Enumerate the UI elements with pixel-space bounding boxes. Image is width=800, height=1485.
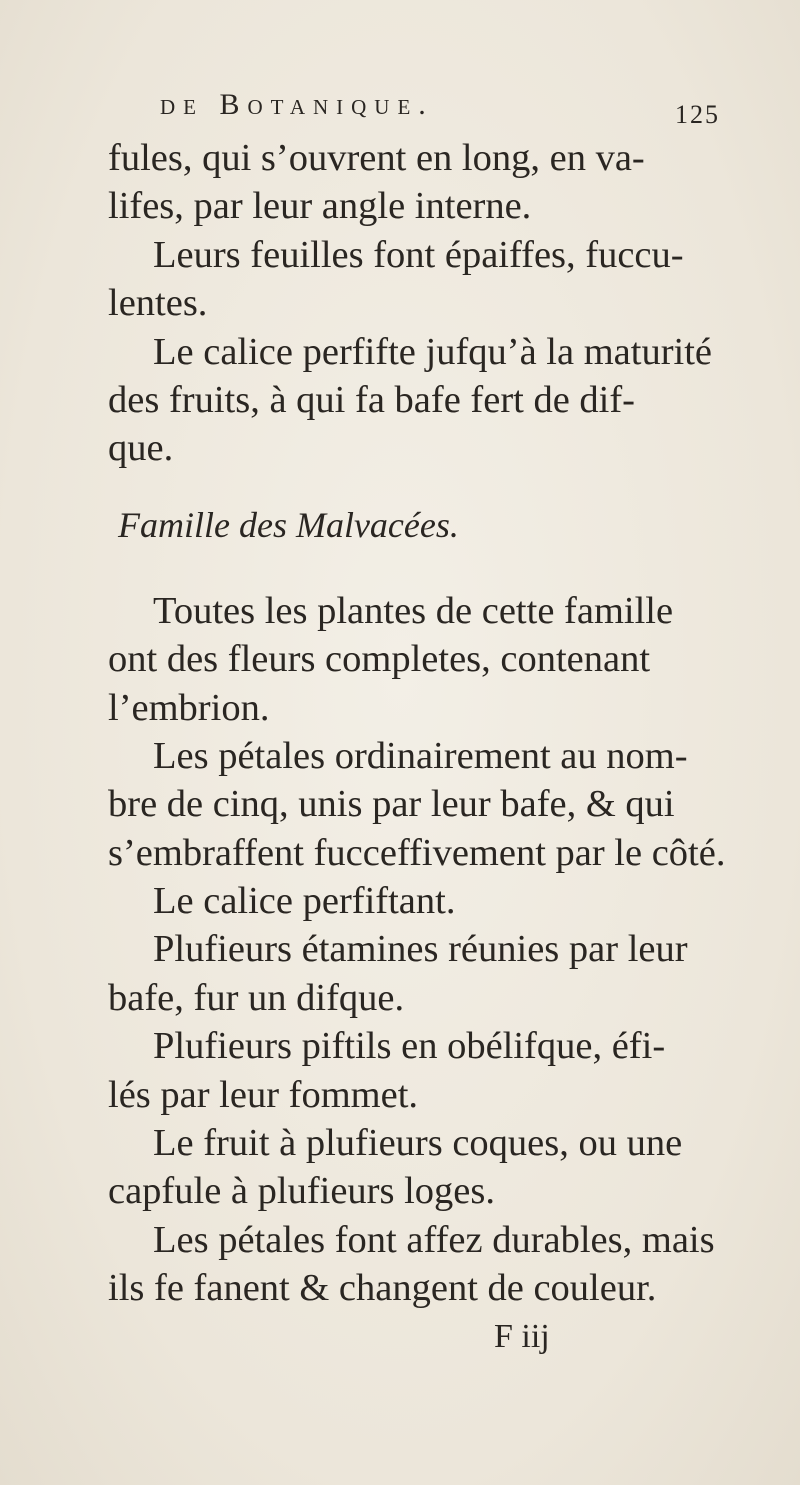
text-line: ont des fleurs completes, contenant (108, 638, 651, 681)
text-line: des fruits, à qui fa bafe fert de dif- (108, 378, 636, 421)
running-head: de Botanique. (160, 88, 434, 121)
text-line: Plufieurs étamines réunies par leur (153, 928, 688, 971)
text-line: capfule à plufieurs loges. (108, 1170, 495, 1213)
page-text (108, 134, 728, 1361)
text-line: s’embraffent fucceffivement par le côté. (108, 831, 726, 874)
text-line: Le fruit à plufieurs coques, ou une (153, 1122, 683, 1165)
text-line: que. (108, 427, 174, 470)
text-line: bre de cinq, unis par leur bafe, & qui (108, 783, 675, 826)
page-number: 125 (675, 100, 720, 129)
text-line: Leurs feuilles font épaiffes, fuccu- (153, 233, 684, 276)
text-line: Plufieurs piftils en obélifque, éfi- (153, 1025, 666, 1068)
section-heading (108, 497, 728, 553)
text-line: lifes, par leur angle interne. (108, 185, 532, 228)
text-line: lés par leur fommet. (108, 1073, 419, 1116)
text-line: l’embrion. (108, 686, 270, 729)
text-line: ils fe fanent & changent de couleur. (108, 1267, 657, 1310)
text-line: Le calice perfiftant. (153, 880, 456, 923)
section-heading-text: Famille des Malvacées. (118, 504, 459, 545)
page-header (160, 88, 720, 128)
text-line: bafe, fur un difque. (108, 976, 405, 1019)
text-line: Toutes les plantes de cette famille (153, 589, 674, 632)
text-line: fules, qui s’ouvrent en long, en va- (108, 137, 645, 179)
text-line: Les pétales font affez durables, mais (153, 1218, 715, 1261)
text-line: Les pétales ordinairement au nom- (153, 734, 688, 777)
text-line: lentes. (108, 282, 208, 325)
text-line: Le calice perfifte jufqu’à la maturité (153, 330, 713, 373)
signature-mark: F iij (494, 1317, 550, 1355)
